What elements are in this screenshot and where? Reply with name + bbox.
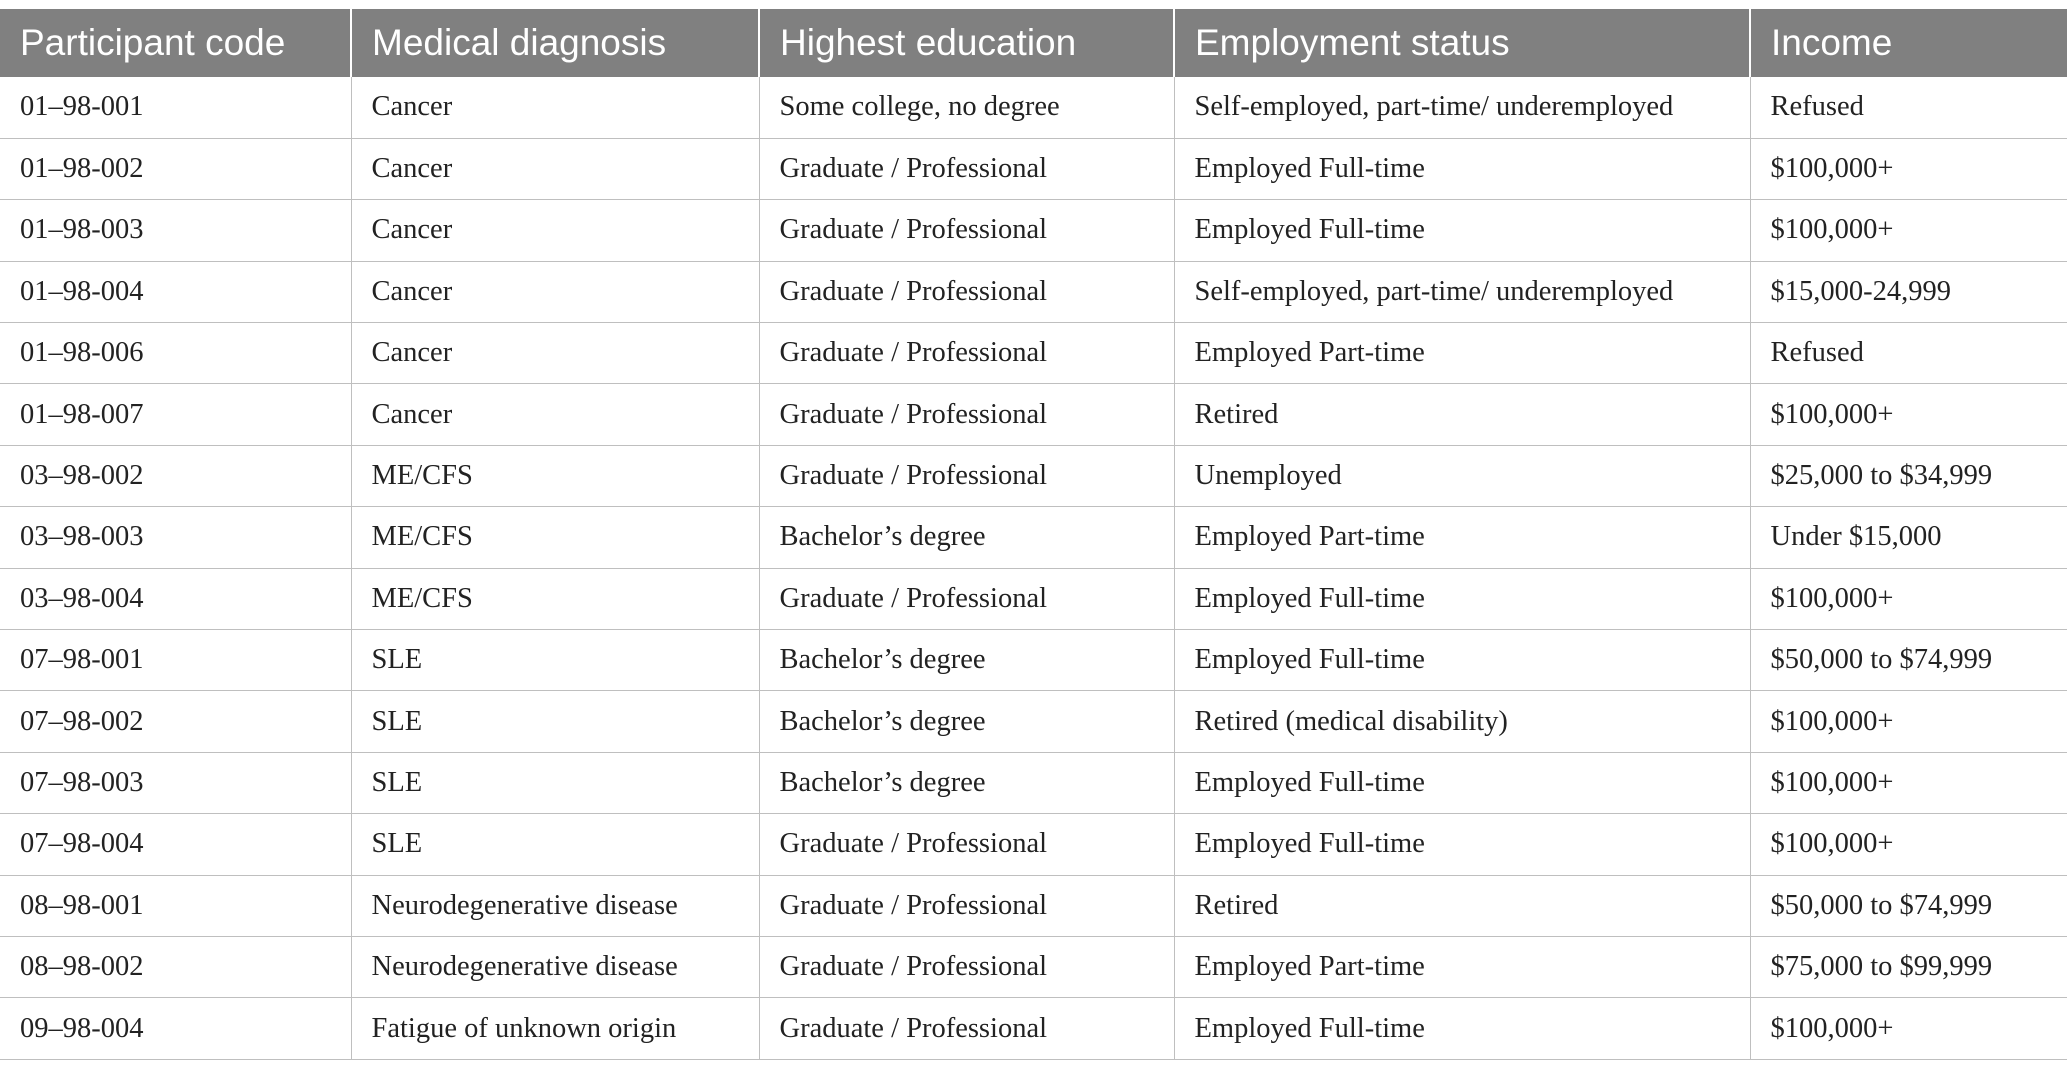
income-cell: $15,000-24,999 <box>1750 261 2067 322</box>
medical-diagnosis-cell: Cancer <box>351 323 759 384</box>
income-cell: Refused <box>1750 323 2067 384</box>
table-row <box>0 261 2067 322</box>
medical-diagnosis-cell: SLE <box>351 630 759 691</box>
table-row <box>0 630 2067 691</box>
employment-status-cell: Self-employed, part-time/ underemployed <box>1174 261 1750 322</box>
highest-education-cell: Graduate / Professional <box>759 138 1174 199</box>
participant-code-cell: 03–98-004 <box>0 568 351 629</box>
table-header <box>0 9 2067 77</box>
employment-status-cell: Employed Part-time <box>1174 507 1750 568</box>
table-row <box>0 200 2067 261</box>
participant-table <box>0 9 2067 1060</box>
employment-status-cell: Retired <box>1174 875 1750 936</box>
highest-education-cell: Graduate / Professional <box>759 814 1174 875</box>
income-cell: Under $15,000 <box>1750 507 2067 568</box>
participant-code-cell: 01–98-003 <box>0 200 351 261</box>
highest-education-cell: Graduate / Professional <box>759 998 1174 1059</box>
header-participant-code: Participant code <box>0 9 351 77</box>
table-row <box>0 384 2067 445</box>
employment-status-cell: Retired <box>1174 384 1750 445</box>
employment-status-cell: Employed Full-time <box>1174 998 1750 1059</box>
table-row <box>0 77 2067 138</box>
table-row <box>0 814 2067 875</box>
table-row <box>0 568 2067 629</box>
table-row <box>0 752 2067 813</box>
employment-status-cell: Employed Full-time <box>1174 752 1750 813</box>
participant-code-cell: 07–98-002 <box>0 691 351 752</box>
income-cell: $100,000+ <box>1750 752 2067 813</box>
participant-code-cell: 01–98-002 <box>0 138 351 199</box>
income-cell: $50,000 to $74,999 <box>1750 630 2067 691</box>
income-cell: $50,000 to $74,999 <box>1750 875 2067 936</box>
header-medical-diagnosis: Medical diagnosis <box>351 9 759 77</box>
income-cell: $100,000+ <box>1750 814 2067 875</box>
highest-education-cell: Bachelor’s degree <box>759 691 1174 752</box>
table-row <box>0 936 2067 997</box>
highest-education-cell: Graduate / Professional <box>759 200 1174 261</box>
income-cell: $100,000+ <box>1750 384 2067 445</box>
income-cell: $100,000+ <box>1750 691 2067 752</box>
header-employment-status: Employment status <box>1174 9 1750 77</box>
participant-code-cell: 01–98-006 <box>0 323 351 384</box>
income-cell: Refused <box>1750 77 2067 138</box>
employment-status-cell: Unemployed <box>1174 445 1750 506</box>
income-cell: $75,000 to $99,999 <box>1750 936 2067 997</box>
medical-diagnosis-cell: ME/CFS <box>351 445 759 506</box>
medical-diagnosis-cell: SLE <box>351 814 759 875</box>
table-body <box>0 77 2067 1059</box>
income-cell: $100,000+ <box>1750 568 2067 629</box>
table-row <box>0 445 2067 506</box>
medical-diagnosis-cell: SLE <box>351 691 759 752</box>
highest-education-cell: Graduate / Professional <box>759 323 1174 384</box>
medical-diagnosis-cell: Cancer <box>351 138 759 199</box>
table-row <box>0 998 2067 1059</box>
medical-diagnosis-cell: ME/CFS <box>351 507 759 568</box>
medical-diagnosis-cell: SLE <box>351 752 759 813</box>
employment-status-cell: Employed Full-time <box>1174 138 1750 199</box>
highest-education-cell: Bachelor’s degree <box>759 752 1174 813</box>
highest-education-cell: Graduate / Professional <box>759 445 1174 506</box>
participant-code-cell: 03–98-003 <box>0 507 351 568</box>
highest-education-cell: Some college, no degree <box>759 77 1174 138</box>
employment-status-cell: Self-employed, part-time/ underemployed <box>1174 77 1750 138</box>
medical-diagnosis-cell: Cancer <box>351 261 759 322</box>
highest-education-cell: Graduate / Professional <box>759 384 1174 445</box>
table-row <box>0 691 2067 752</box>
participant-code-cell: 01–98-004 <box>0 261 351 322</box>
table-row <box>0 323 2067 384</box>
participant-code-cell: 07–98-003 <box>0 752 351 813</box>
highest-education-cell: Graduate / Professional <box>759 875 1174 936</box>
table-row <box>0 138 2067 199</box>
participant-code-cell: 07–98-004 <box>0 814 351 875</box>
employment-status-cell: Employed Part-time <box>1174 936 1750 997</box>
participant-table-container <box>0 9 2067 1060</box>
medical-diagnosis-cell: ME/CFS <box>351 568 759 629</box>
income-cell: $25,000 to $34,999 <box>1750 445 2067 506</box>
table-row <box>0 507 2067 568</box>
participant-code-cell: 03–98-002 <box>0 445 351 506</box>
employment-status-cell: Employed Full-time <box>1174 630 1750 691</box>
highest-education-cell: Graduate / Professional <box>759 261 1174 322</box>
income-cell: $100,000+ <box>1750 138 2067 199</box>
participant-code-cell: 08–98-002 <box>0 936 351 997</box>
participant-code-cell: 09–98-004 <box>0 998 351 1059</box>
employment-status-cell: Retired (medical disability) <box>1174 691 1750 752</box>
income-cell: $100,000+ <box>1750 998 2067 1059</box>
medical-diagnosis-cell: Neurodegenerative disease <box>351 936 759 997</box>
header-highest-education: Highest education <box>759 9 1174 77</box>
medical-diagnosis-cell: Neurodegenerative disease <box>351 875 759 936</box>
table-row <box>0 875 2067 936</box>
highest-education-cell: Graduate / Professional <box>759 568 1174 629</box>
employment-status-cell: Employed Full-time <box>1174 568 1750 629</box>
medical-diagnosis-cell: Cancer <box>351 384 759 445</box>
participant-code-cell: 01–98-001 <box>0 77 351 138</box>
highest-education-cell: Bachelor’s degree <box>759 507 1174 568</box>
medical-diagnosis-cell: Fatigue of unknown origin <box>351 998 759 1059</box>
income-cell: $100,000+ <box>1750 200 2067 261</box>
employment-status-cell: Employed Full-time <box>1174 200 1750 261</box>
participant-code-cell: 08–98-001 <box>0 875 351 936</box>
header-row <box>0 9 2067 77</box>
employment-status-cell: Employed Full-time <box>1174 814 1750 875</box>
participant-code-cell: 07–98-001 <box>0 630 351 691</box>
medical-diagnosis-cell: Cancer <box>351 200 759 261</box>
employment-status-cell: Employed Part-time <box>1174 323 1750 384</box>
medical-diagnosis-cell: Cancer <box>351 77 759 138</box>
highest-education-cell: Bachelor’s degree <box>759 630 1174 691</box>
participant-code-cell: 01–98-007 <box>0 384 351 445</box>
header-income: Income <box>1750 9 2067 77</box>
highest-education-cell: Graduate / Professional <box>759 936 1174 997</box>
